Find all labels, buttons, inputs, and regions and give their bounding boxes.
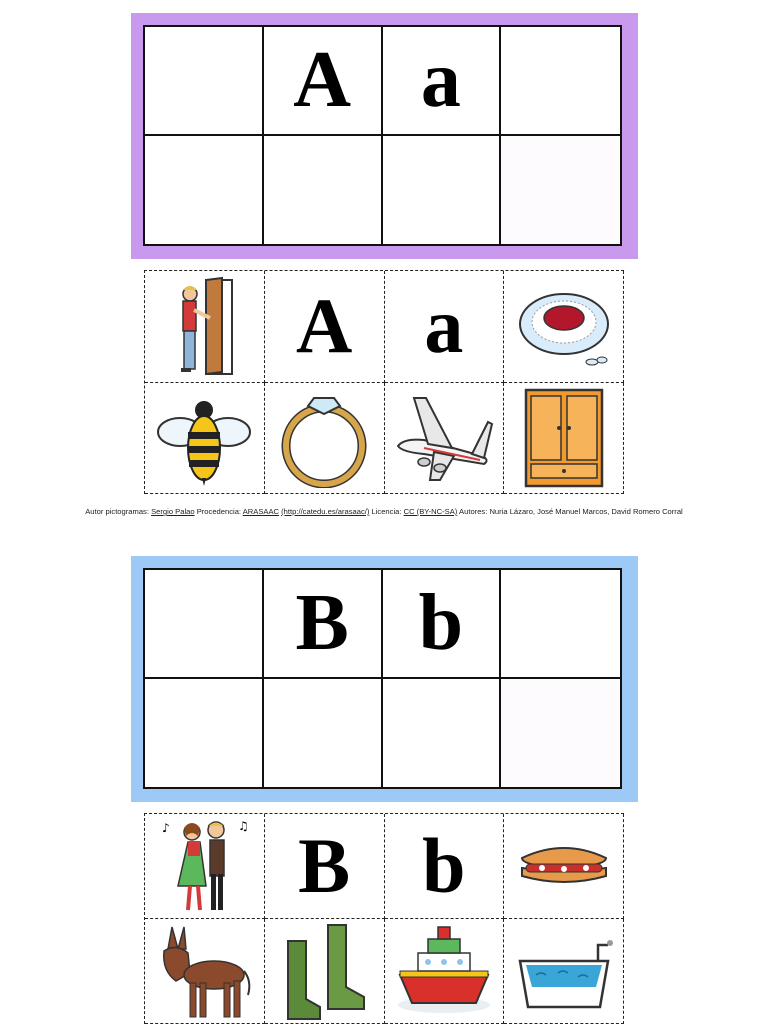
card-uppercase[interactable]: B <box>265 814 385 919</box>
boat-icon <box>394 921 494 1021</box>
board-cell-empty <box>501 570 620 679</box>
wardrobe-icon <box>514 388 614 488</box>
card-door[interactable] <box>145 271 265 383</box>
letter-b-cut-cards <box>144 813 624 1024</box>
credits-license-label: Licencia: <box>371 507 402 516</box>
credits-authors: Nuria Lázaro, José Manuel Marcos, David Romero Corral <box>489 507 683 516</box>
board-cell-lowercase: b <box>383 570 502 679</box>
credits-author-link[interactable]: Sergio Palao <box>151 507 195 516</box>
board-cell-empty <box>264 136 383 245</box>
bee-icon <box>154 388 254 488</box>
board-cell-empty <box>264 679 383 788</box>
credits-license-link[interactable]: CC (BY-NC-SA) <box>403 507 458 516</box>
board-cell-empty <box>383 679 502 788</box>
door-icon <box>154 276 254 376</box>
credits-url-link[interactable]: (http://catedu.es/arasaac/) <box>281 507 370 516</box>
card-bathtub[interactable] <box>504 919 624 1024</box>
letter-b-board-grid <box>143 568 622 789</box>
credits-author-label: Autor pictogramas: <box>85 507 149 516</box>
card-lowercase[interactable]: a <box>385 271 505 383</box>
card-boots[interactable] <box>265 919 385 1024</box>
sandwich-icon <box>514 816 614 916</box>
svg-text:♫: ♫ <box>238 819 250 833</box>
rice-icon <box>514 276 614 376</box>
card-lowercase[interactable]: b <box>385 814 505 919</box>
letter-a-cut-cards <box>144 270 624 494</box>
card-airplane[interactable] <box>385 383 505 495</box>
airplane-icon <box>394 388 494 488</box>
board-cell-empty <box>145 136 264 245</box>
credits-authors-label: Autores: <box>459 507 488 516</box>
board-cell-empty <box>145 679 264 788</box>
card-bee[interactable] <box>145 383 265 495</box>
card-rice[interactable] <box>504 271 624 383</box>
letter-a-board-grid <box>143 25 622 246</box>
bathtub-icon <box>514 921 614 1021</box>
board-cell-lowercase: a <box>383 27 502 136</box>
board-cell-empty <box>501 679 620 788</box>
pictogram-credits <box>0 507 768 516</box>
svg-text:♪: ♪ <box>162 821 171 835</box>
board-cell-empty <box>145 570 264 679</box>
card-boat[interactable] <box>385 919 505 1024</box>
card-wardrobe[interactable] <box>504 383 624 495</box>
card-sandwich[interactable] <box>504 814 624 919</box>
ring-icon <box>274 388 374 488</box>
card-dancing-couple[interactable] <box>145 814 265 919</box>
donkey-icon <box>154 921 254 1021</box>
board-cell-empty <box>501 27 620 136</box>
boots-icon <box>274 921 374 1021</box>
dancing-couple-icon <box>154 816 254 916</box>
board-cell-empty <box>145 27 264 136</box>
credits-source-label: Procedencia: <box>196 507 242 516</box>
board-cell-empty <box>383 136 502 245</box>
card-uppercase[interactable]: A <box>265 271 385 383</box>
card-ring[interactable] <box>265 383 385 495</box>
letter-b-board <box>131 556 638 802</box>
board-cell-uppercase: A <box>264 27 383 136</box>
credits-source-link[interactable]: ARASAAC <box>242 507 280 516</box>
card-donkey[interactable] <box>145 919 265 1024</box>
board-cell-uppercase: B <box>264 570 383 679</box>
board-cell-empty <box>501 136 620 245</box>
letter-a-board <box>131 13 638 259</box>
